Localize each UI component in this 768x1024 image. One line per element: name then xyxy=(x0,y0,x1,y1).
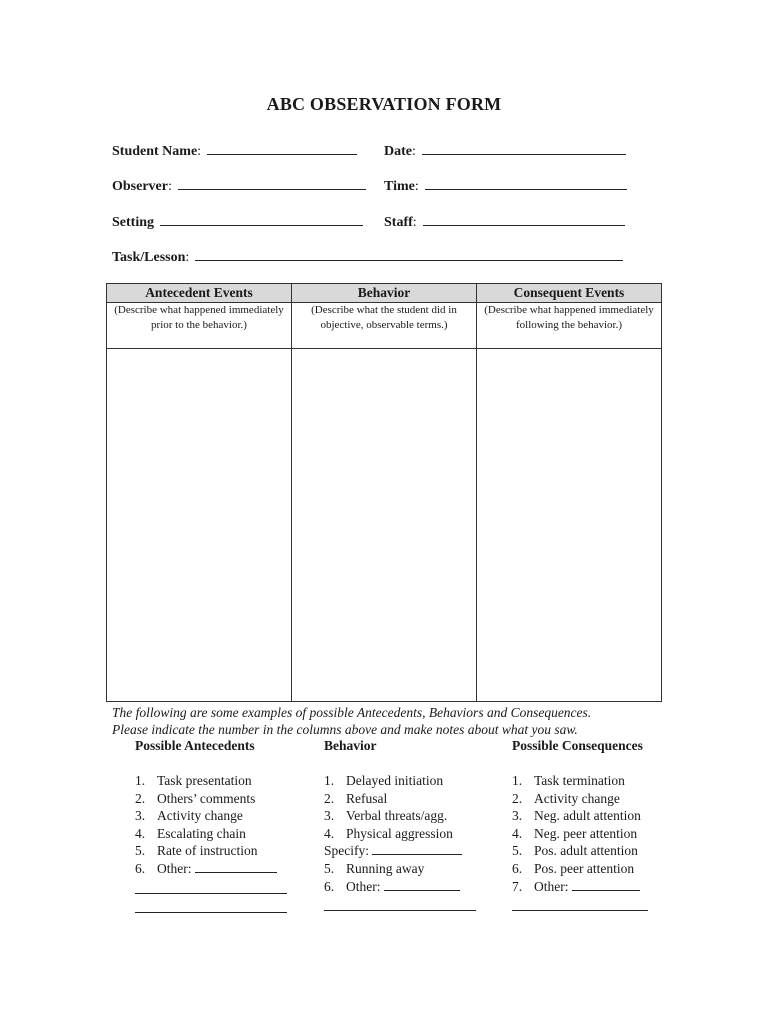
consequences-heading: Possible Consequences xyxy=(512,738,643,753)
antecedents-list xyxy=(135,738,305,913)
header-behavior: Behavior xyxy=(292,284,477,303)
consequence-notes-line[interactable] xyxy=(512,898,648,911)
setting-line[interactable] xyxy=(160,213,363,226)
time-field[interactable]: Time: xyxy=(384,177,627,195)
student-name-line[interactable] xyxy=(207,142,357,155)
time-line[interactable] xyxy=(425,177,627,190)
instructions-line-1: The following are some examples of possible Antecedents, Behaviors and Consequences. xyxy=(112,705,592,720)
student-name-label: Student Name xyxy=(112,144,198,159)
list-item: 6. Other: xyxy=(324,879,499,897)
task-lesson-field[interactable]: Task/Lesson: xyxy=(112,248,623,266)
list-item: 4. Neg. peer attention xyxy=(512,825,638,841)
setting-field[interactable] xyxy=(112,213,363,231)
observer-line[interactable] xyxy=(178,177,366,190)
observer-field[interactable]: Observer: xyxy=(112,177,366,195)
form-title: ABC OBSERVATION FORM xyxy=(266,94,502,114)
staff-field[interactable]: Staff: xyxy=(384,213,625,231)
antecedent-notes-line-1[interactable] xyxy=(135,881,287,894)
setting-label: Setting xyxy=(112,215,154,230)
behavior-entry-cell[interactable] xyxy=(292,349,477,702)
list-item: 1. Task presentation xyxy=(135,773,252,788)
observer-label: Observer xyxy=(112,179,168,194)
list-item: 6. Pos. peer attention xyxy=(512,860,635,876)
date-field[interactable]: Date: xyxy=(384,142,626,160)
instructions xyxy=(112,704,672,738)
header-consequent-events: Consequent Events xyxy=(477,284,662,303)
task-lesson-label: Task/Lesson xyxy=(112,250,186,265)
consequence-other-line[interactable] xyxy=(572,879,640,891)
task-lesson-line[interactable] xyxy=(195,248,623,261)
time-label: Time xyxy=(384,179,415,194)
list-item: 2. Others’ comments xyxy=(135,790,256,806)
list-item: 3. Neg. adult attention xyxy=(512,808,641,824)
behavior-description: (Describe what the student did in objective, observable terms.) xyxy=(292,303,477,349)
behavior-other-line[interactable] xyxy=(384,879,460,891)
behavior-notes-line[interactable] xyxy=(324,898,476,911)
list-item: 2. Activity change xyxy=(512,790,620,806)
antecedent-entry-cell[interactable] xyxy=(107,349,292,702)
specify-line[interactable] xyxy=(372,843,462,855)
consequent-entry-cell[interactable] xyxy=(477,349,662,702)
student-name-field[interactable]: Student Name: xyxy=(112,142,357,160)
header-antecedent-events: Antecedent Events xyxy=(107,284,292,303)
staff-label: Staff xyxy=(384,215,413,230)
antecedent-notes-line-2[interactable] xyxy=(135,900,287,913)
antecedent-description: (Describe what happened immediately prior to the behavior.) xyxy=(107,303,292,349)
behavior-list xyxy=(324,738,499,911)
list-item: 1. Task termination xyxy=(512,773,625,788)
abc-table xyxy=(106,283,662,702)
list-item: 5. Pos. adult attention xyxy=(512,843,638,859)
date-label: Date xyxy=(384,144,412,159)
antecedents-heading: Possible Antecedents xyxy=(135,738,255,753)
staff-line[interactable] xyxy=(423,213,625,226)
consequent-description: (Describe what happened immediately following the behavior.) xyxy=(477,303,662,349)
list-item: 3. Activity change xyxy=(135,808,243,824)
behavior-heading: Behavior xyxy=(324,738,377,753)
consequences-list xyxy=(512,738,682,911)
list-item: 1. Delayed initiation xyxy=(324,773,444,788)
list-item: 4. Escalating chain xyxy=(135,825,246,841)
list-item: 4. Physical aggression xyxy=(324,825,453,841)
instructions-line-2: Please indicate the number in the columns above and make notes about what you saw. xyxy=(112,722,578,737)
list-item: 5. Running away xyxy=(324,860,425,876)
list-item: 5. Rate of instruction xyxy=(135,843,258,859)
list-item: 2. Refusal xyxy=(324,790,388,806)
date-line[interactable] xyxy=(422,142,626,155)
list-item: 6. Other: xyxy=(135,861,305,879)
antecedent-other-line[interactable] xyxy=(195,861,277,873)
specify-row: Specify: xyxy=(324,843,499,861)
list-item: 7. Other: xyxy=(512,879,682,897)
list-item: 3. Verbal threats/agg. xyxy=(324,808,448,824)
